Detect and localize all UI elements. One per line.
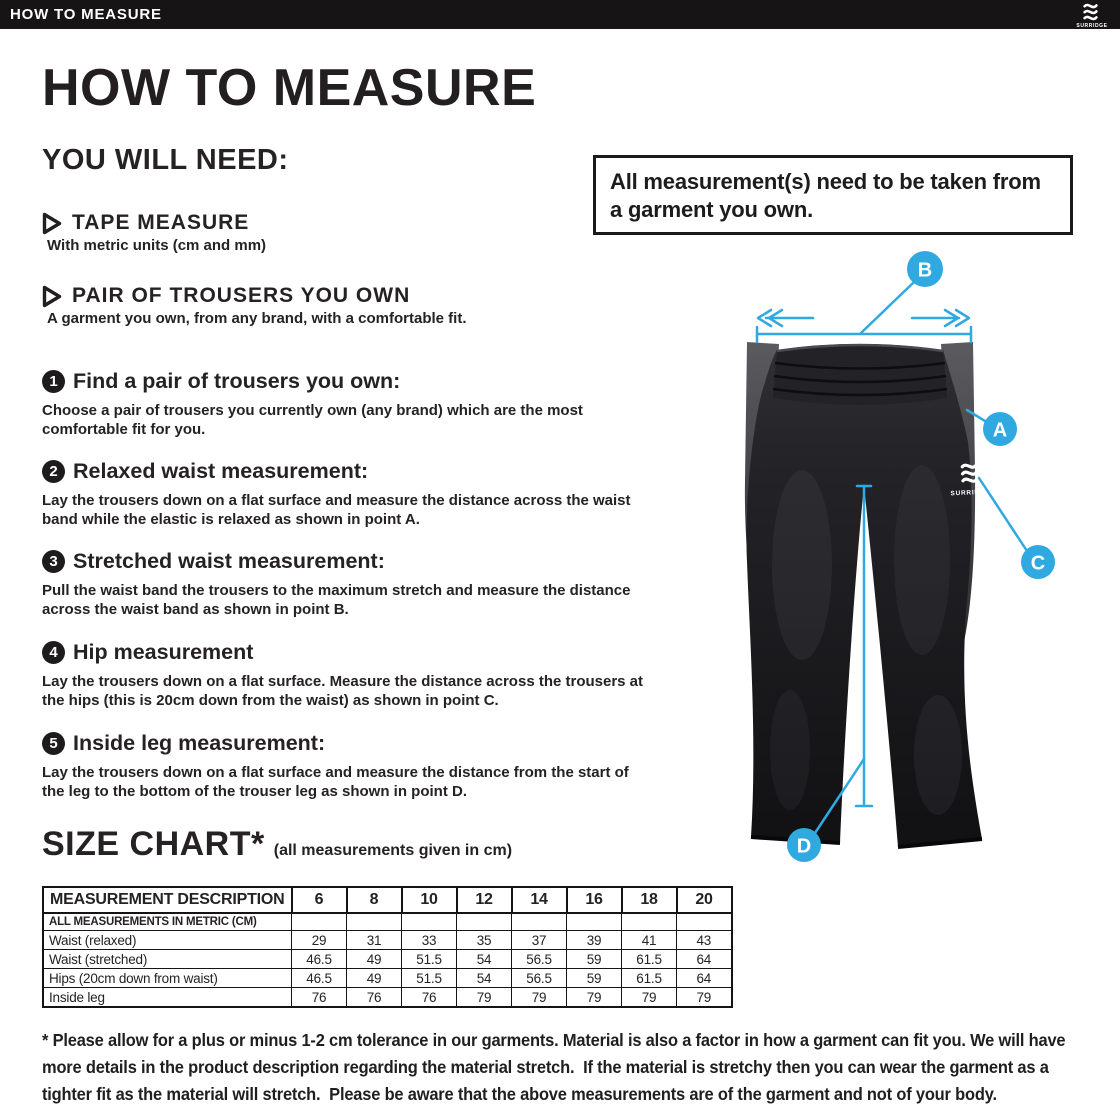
step-title: Relaxed waist measurement:: [73, 459, 369, 483]
cell-value: 43: [677, 931, 732, 950]
point-badge-d: [787, 828, 821, 862]
cell-value: 49: [347, 950, 402, 969]
size-chart-table: [42, 886, 733, 1008]
note-box-text: All measurement(s) need to be taken from a garment you own.: [610, 169, 1041, 222]
cell-value: 54: [457, 969, 512, 988]
you-will-need-heading: YOU WILL NEED:: [42, 144, 289, 176]
cell-value: 33: [402, 931, 457, 950]
step-1: [42, 368, 654, 439]
cell-value: 61.5: [622, 950, 677, 969]
step-5: [42, 730, 654, 801]
step-title: Hip measurement: [73, 640, 254, 664]
table-row: [43, 931, 732, 950]
cell-value: 35: [457, 931, 512, 950]
point-badge-a: [983, 412, 1017, 446]
size-chart-heading: [42, 824, 512, 864]
step-number-badge: 5: [42, 732, 65, 755]
cell-value: 56.5: [512, 950, 567, 969]
point-badge-b: [907, 251, 943, 287]
row-label: Hips (20cm down from waist): [43, 969, 292, 988]
note-box: [593, 155, 1073, 235]
cell-value: 31: [347, 931, 402, 950]
table-row: [43, 969, 732, 988]
table-header-row: [43, 887, 732, 913]
triangle-bullet-icon: [42, 285, 62, 308]
cell-value: 51.5: [402, 969, 457, 988]
row-label: Waist (relaxed): [43, 931, 292, 950]
metric-note-cell: ALL MEASUREMENTS IN METRIC (CM): [43, 913, 292, 931]
point-label-a: A: [992, 419, 1008, 442]
step-number-badge: 2: [42, 460, 65, 483]
step-description: Lay the trousers down on a flat surface. Measure the distance across the trousers at the hips (this is 20cm down from the waist) as shown in point C.: [42, 673, 644, 709]
cell-value: 59: [567, 969, 622, 988]
cell-value: 76: [292, 988, 347, 1008]
step-title: Stretched waist measurement:: [73, 549, 385, 573]
column-header: 8: [347, 887, 402, 913]
cell-value: 64: [677, 950, 732, 969]
need-item-title: TAPE MEASURE: [72, 211, 250, 234]
waist-stretch-arrows: [758, 310, 969, 326]
column-header: 6: [292, 887, 347, 913]
row-label: Inside leg: [43, 988, 292, 1008]
need-item-trousers: [42, 283, 466, 327]
table-row: [43, 988, 732, 1008]
cell-value: 51.5: [402, 950, 457, 969]
surridge-logo-icon: [1072, 1, 1112, 29]
size-chart-subtitle: (all measurements given in cm): [273, 842, 513, 859]
leader-line-b: [861, 283, 913, 333]
cell-value: 79: [567, 988, 622, 1008]
cell-value: 64: [677, 969, 732, 988]
page-title: HOW TO MEASURE: [42, 59, 537, 117]
cell-value: 79: [622, 988, 677, 1008]
column-header: 12: [457, 887, 512, 913]
cell-value: 46.5: [292, 969, 347, 988]
column-header: 18: [622, 887, 677, 913]
step-description: Lay the trousers down on a flat surface and measure the distance from the start of the leg to the bottom of the trouser leg as shown in point D.: [42, 764, 629, 800]
cell-value: 76: [402, 988, 457, 1008]
surridge-logo: [1072, 1, 1112, 29]
cell-value: 79: [457, 988, 512, 1008]
column-header: 20: [677, 887, 732, 913]
table-row: [43, 950, 732, 969]
point-label-b: B: [917, 259, 933, 282]
step-title: Inside leg measurement:: [73, 731, 326, 755]
top-bar-title: HOW TO MEASURE: [10, 6, 162, 23]
column-header: 14: [512, 887, 567, 913]
column-header: MEASUREMENT DESCRIPTION: [43, 887, 292, 913]
cell-value: 41: [622, 931, 677, 950]
step-4: [42, 639, 654, 710]
cell-value: 39: [567, 931, 622, 950]
garment-brand-logo-text: SURRIDGE: [950, 488, 991, 498]
cell-value: 49: [347, 969, 402, 988]
step-description: Pull the waist band the trousers to the maximum stretch and measure the distance across the waist band as shown in point B.: [42, 582, 631, 618]
step-number-badge: 4: [42, 641, 65, 664]
step-title: Find a pair of trousers you own:: [73, 369, 401, 393]
step-2: [42, 458, 654, 529]
cell-value: 37: [512, 931, 567, 950]
step-description: Choose a pair of trousers you currently own (any brand) which are the most comfortable fit for you.: [42, 402, 583, 438]
need-item-description: With metric units (cm and mm): [47, 237, 267, 254]
cell-value: 59: [567, 950, 622, 969]
point-label-c: C: [1030, 552, 1046, 575]
step-number-badge: 3: [42, 550, 65, 573]
point-label-d: D: [796, 835, 812, 858]
need-item-title: PAIR OF TROUSERS YOU OWN: [72, 284, 411, 307]
need-item-description: A garment you own, from any brand, with a comfortable fit.: [47, 310, 467, 327]
cell-value: 29: [292, 931, 347, 950]
leader-line-c: [979, 478, 1027, 551]
step-3: [42, 548, 654, 619]
need-item-tape-measure: [42, 210, 266, 254]
row-label: Waist (stretched): [43, 950, 292, 969]
point-badge-c: [1021, 545, 1055, 579]
cell-value: 46.5: [292, 950, 347, 969]
triangle-bullet-icon: [42, 212, 62, 235]
size-chart-title: SIZE CHART*: [42, 825, 265, 863]
column-header: 10: [402, 887, 457, 913]
top-bar: [0, 0, 1120, 29]
step-number-badge: 1: [42, 370, 65, 393]
surridge-logo-text: SURRIDGE: [1076, 23, 1108, 29]
column-header: 16: [567, 887, 622, 913]
cell-value: 79: [677, 988, 732, 1008]
trousers-measurement-diagram: [720, 235, 1120, 880]
cell-value: 79: [512, 988, 567, 1008]
cell-value: 61.5: [622, 969, 677, 988]
cell-value: 56.5: [512, 969, 567, 988]
table-metric-note-row: [43, 913, 732, 931]
cell-value: 54: [457, 950, 512, 969]
step-description: Lay the trousers down on a flat surface and measure the distance across the waist band while the elastic is relaxed as shown in point A.: [42, 492, 631, 528]
cell-value: 76: [347, 988, 402, 1008]
disclaimer-text: * Please allow for a plus or minus 1-2 cm tolerance in our garments. Material is also a factor in how a garment can fit you. We will have more details in the product description regarding the material stretch. If the material is stretchy then you can wear the garment as a tighter fit as the material will stretch. Please be aware that the above measurements are of the garment and not of your body.: [42, 1030, 1070, 1104]
